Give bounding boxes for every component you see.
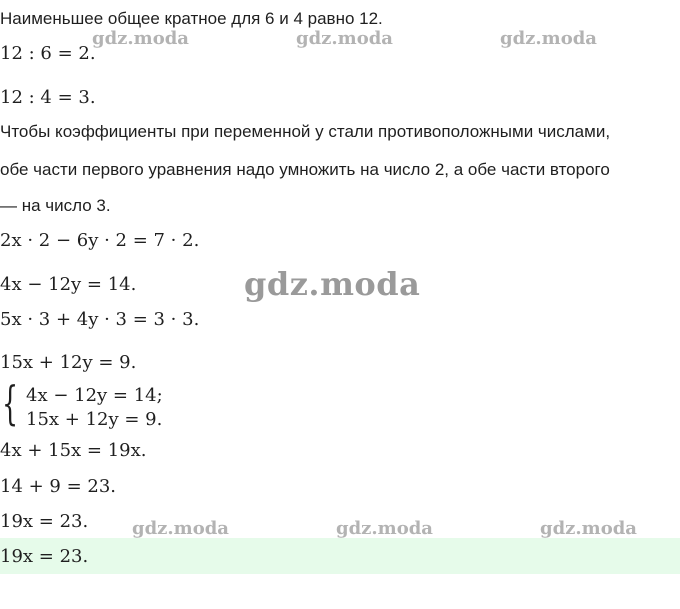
highlighted-equation: 19x = 23. [0,546,89,567]
equation-multiplied-1: 2x · 2 − 6y · 2 = 7 · 2. [0,230,200,251]
division-12-by-6: 12 : 6 = 2. [0,43,96,64]
equation-multiplied-2: 5x · 3 + 4y · 3 = 3 · 3. [0,309,200,330]
watermark: gdz.moda [540,518,637,539]
explanation-line-3: — на число 3. [0,196,111,215]
explanation-line-1: Чтобы коэффициенты при переменной y стали противоположными числами, [0,122,611,141]
system-equation-1: 4x − 12y = 14; [26,385,163,406]
watermark: gdz.moda [336,518,433,539]
watermark: gdz.moda [132,518,229,539]
lcm-statement: Наименьшее общее кратное для 6 и 4 равно 12. [0,9,383,28]
combined-equation: 19x = 23. [0,511,89,532]
division-12-by-4: 12 : 4 = 3. [0,87,96,108]
system-brace: { [2,376,19,430]
sum-left-sides: 4x + 15x = 19x. [0,440,147,461]
sum-right-sides: 14 + 9 = 23. [0,476,117,497]
explanation-line-2: обе части первого уравнения надо умножить на число 2, а обе части второго [0,160,610,179]
watermark: gdz.moda [500,28,597,49]
system-equation-2: 15x + 12y = 9. [26,409,163,430]
watermark: gdz.moda [296,28,393,49]
equation-result-1: 4x − 12y = 14. [0,274,137,295]
equation-result-2: 15x + 12y = 9. [0,352,137,373]
watermark: gdz.moda [92,28,189,49]
watermark-large: gdz.moda [244,265,421,303]
highlighted-answer-row [0,538,680,574]
